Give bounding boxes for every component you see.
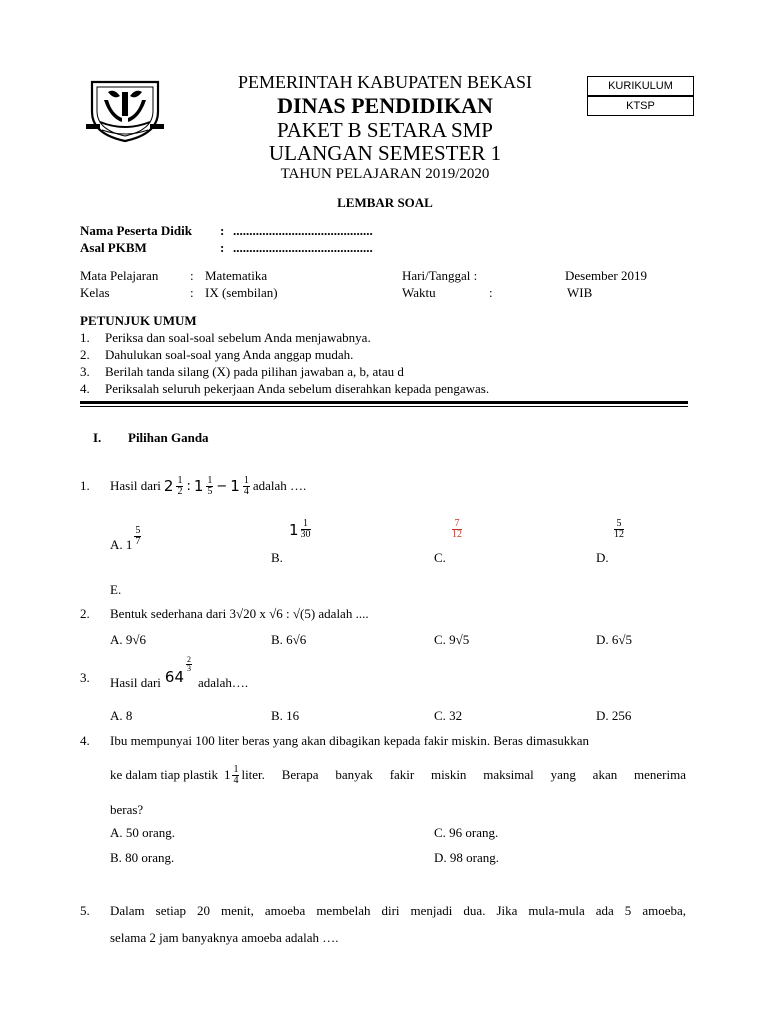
header-program: PAKET B SETARA SMP	[277, 118, 493, 142]
question-1-prefix: Hasil dari	[110, 478, 161, 493]
time-label: Waktu	[402, 285, 436, 300]
option-c[interactable]: C. 96 orang.	[434, 825, 499, 840]
option-d-value: $\frac{5}{12}$	[614, 518, 624, 540]
petunjuk-item: Periksa dan soal-soal sebelum Anda menjawabnya.	[105, 330, 371, 345]
question-3-suffix: adalah….	[198, 675, 249, 690]
petunjuk-item: Periksalah seluruh pekerjaan Anda sebelum diserahkan kepada pengawas.	[105, 381, 490, 396]
petunjuk-title: PETUNJUK UMUM	[80, 313, 197, 328]
expr-fraction: $\frac{1}{2}$	[177, 474, 183, 497]
day-value: Desember 2019	[565, 268, 647, 283]
option-c-value: $\frac{7}{12}$	[452, 518, 462, 540]
question-number: 3.	[80, 670, 90, 685]
option-a[interactable]: A. 50 orang.	[110, 825, 175, 840]
option-b[interactable]: B. 6√6	[271, 632, 307, 647]
question-number: 2.	[80, 606, 90, 621]
option-a[interactable]	[110, 520, 141, 560]
pkbm-label: Asal PKBM	[80, 240, 147, 255]
option-b-value: 1 $\frac{1}{30}$	[289, 518, 311, 540]
petunjuk-number: 1.	[80, 330, 90, 345]
time-colon: :	[489, 285, 493, 300]
question-5-line-1: Dalam setiap 20 menit, amoeba membelah diri menjadi dua. Jika mula-mula ada 5 amoeba,	[110, 903, 686, 918]
subject-label: Mata Pelajaran	[80, 268, 159, 283]
bekasi-crest-logo	[84, 78, 166, 144]
option-a-fraction: $\frac{5}{7}$	[135, 524, 141, 547]
option-d[interactable]: D. 98 orang.	[434, 850, 499, 865]
question-4-line-2	[110, 759, 686, 791]
question-3-prefix: Hasil dari	[110, 675, 161, 690]
question-4-line-2-pre: ke dalam tiap plastik	[110, 767, 218, 782]
question-number: 5.	[80, 903, 90, 918]
option-b[interactable]: B.	[271, 550, 283, 565]
subject-colon: :	[190, 268, 194, 283]
option-d[interactable]: D. 256	[596, 708, 632, 723]
option-e[interactable]: E.	[110, 582, 122, 597]
power-exponent: $\frac{2}{3}$	[187, 655, 191, 673]
question-4-line-3: beras?	[110, 802, 144, 817]
option-c[interactable]: C. 9√5	[434, 632, 470, 647]
class-value: IX (sembilan)	[205, 285, 278, 300]
kurikulum-value: KTSP	[587, 96, 694, 116]
lembar-soal-title: LEMBAR SOAL	[337, 195, 433, 210]
class-label: Kelas	[80, 285, 110, 300]
kurikulum-label: KURIKULUM	[587, 76, 694, 96]
power-base: 64	[164, 668, 184, 686]
fraction-whole: 1	[223, 767, 231, 782]
expr-fraction: $\frac{1}{4}$	[243, 474, 249, 497]
question-number: 1.	[80, 478, 90, 493]
day-label: Hari/Tanggal :	[402, 268, 478, 283]
header-exam-title: ULANGAN SEMESTER 1	[268, 141, 502, 165]
divider-thin	[80, 406, 688, 407]
question-1-text	[110, 461, 306, 511]
petunjuk-item: Dahulukan soal-soal yang Anda anggap mudah.	[105, 347, 354, 362]
option-d[interactable]: D.	[596, 550, 609, 565]
pkbm-fill-line: ...........................................	[233, 240, 373, 255]
expr-operator: −	[216, 478, 228, 494]
question-4-line-2-post: liter. Berapa banyak fakir miskin maksimal yang akan menerima	[241, 767, 686, 782]
expr-whole: 2	[163, 477, 174, 495]
expr-whole: 1	[193, 477, 204, 495]
time-value: WIB	[567, 285, 593, 300]
question-1-suffix: adalah ….	[252, 478, 307, 493]
option-d[interactable]: D. 6√5	[596, 632, 633, 647]
section-number: I.	[93, 430, 102, 445]
divider-thick	[80, 401, 688, 404]
question-2-text: Bentuk sederhana dari 3√20 x √6 : √(5) adalah ....	[110, 606, 369, 621]
fraction: $\frac{1}{4}$	[233, 763, 239, 786]
option-c[interactable]: C. 32	[434, 708, 463, 723]
petunjuk-number: 2.	[80, 347, 90, 362]
header-academic-year: TAHUN PELAJARAN 2019/2020	[280, 166, 490, 182]
question-5-line-2: selama 2 jam banyaknya amoeba adalah ….	[110, 930, 339, 945]
option-b[interactable]: B. 80 orang.	[110, 850, 175, 865]
question-number: 4.	[80, 733, 90, 748]
option-a-label: A. 1	[110, 537, 133, 552]
petunjuk-item: Berilah tanda silang (X) pada pilihan jawaban a, b, atau d	[105, 364, 404, 379]
petunjuk-number: 4.	[80, 381, 90, 396]
name-label: Nama Peserta Didik	[80, 223, 192, 238]
option-c[interactable]: C.	[434, 550, 446, 565]
petunjuk-number: 3.	[80, 364, 90, 379]
expr-whole: 1	[230, 477, 240, 495]
name-colon: :	[220, 223, 225, 238]
header-department: DINAS PENDIDIKAN	[277, 93, 493, 118]
question-3-text	[110, 656, 248, 698]
option-b[interactable]: B. 16	[271, 708, 300, 723]
subject-value: Matematika	[205, 268, 268, 283]
pkbm-colon: :	[220, 240, 225, 255]
option-a[interactable]: A. 9√6	[110, 632, 147, 647]
header-government: PEMERINTAH KABUPATEN BEKASI	[238, 72, 532, 92]
name-fill-line: ...........................................	[233, 223, 373, 238]
expr-operator: :	[186, 478, 191, 494]
section-title: Pilihan Ganda	[128, 430, 209, 445]
question-4-line-1: Ibu mempunyai 100 liter beras yang akan dibagikan kepada fakir miskin. Beras dimasukkan	[110, 733, 590, 748]
option-a[interactable]: A. 8	[110, 708, 133, 723]
expr-fraction: $\frac{1}{5}$	[207, 474, 213, 497]
class-colon: :	[190, 285, 194, 300]
